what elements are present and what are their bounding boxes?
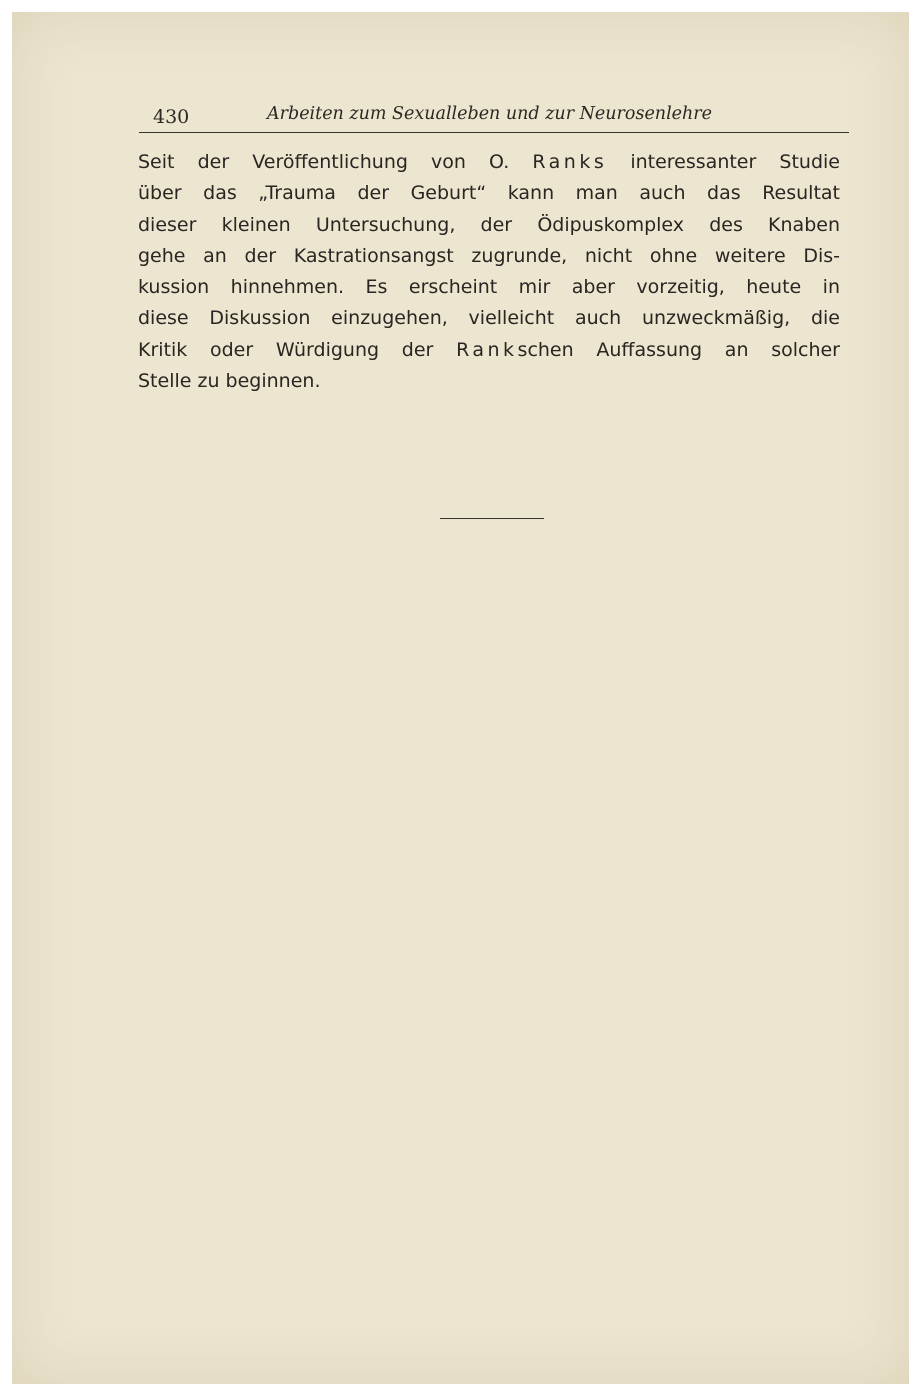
page-number: 430 bbox=[153, 106, 190, 128]
section-end-rule bbox=[440, 518, 544, 519]
text-line: gehe an der Kastrationsangst zugrunde, nicht ohne weitere Dis- bbox=[138, 244, 840, 267]
author-name-spaced: Ranks bbox=[532, 151, 608, 173]
running-title: Arbeiten zum Sexualleben und zur Neurosenlehre bbox=[267, 104, 713, 124]
text-line: Seit der Veröffentlichung von O. Ranks interessanter Studie bbox=[138, 151, 840, 173]
text-line: über das „Trauma der Geburt“ kann man auch das Resultat bbox=[138, 182, 840, 205]
paragraph bbox=[138, 147, 840, 397]
text-line: Stelle zu beginnen. bbox=[138, 370, 321, 393]
text-line: diese Diskussion einzugehen, vielleicht auch unzweckmäßig, die bbox=[138, 307, 840, 330]
page-header bbox=[139, 100, 849, 133]
book-page bbox=[12, 12, 909, 1384]
author-name-spaced: Rank bbox=[456, 338, 518, 361]
text-line: kussion hinnehmen. Es erscheint mir aber vorzeitig, heute in bbox=[138, 276, 840, 299]
text-line: Kritik oder Würdigung der Rankschen Auffassung an solcher bbox=[138, 338, 840, 361]
text-line: dieser kleinen Untersuchung, der Ödipuskomplex des Knaben bbox=[138, 213, 840, 236]
